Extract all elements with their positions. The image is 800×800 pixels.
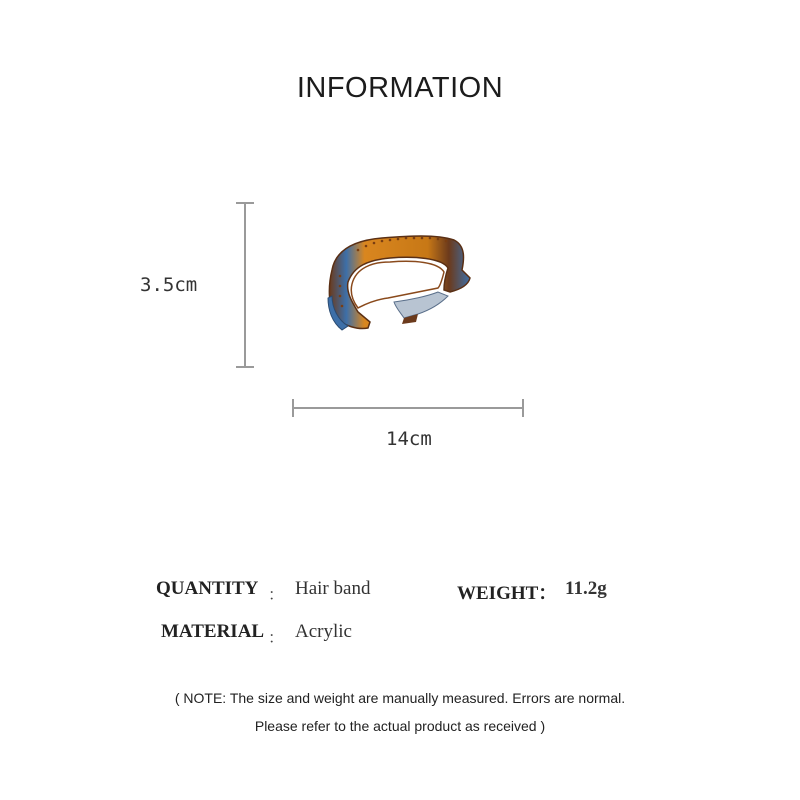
- height-label: 3.5cm: [140, 274, 198, 296]
- width-dimension-line: [292, 399, 524, 417]
- weight-label: WEIGHT：: [457, 583, 558, 604]
- material-value: Acrylic: [295, 621, 352, 642]
- note-line-2: Please refer to the actual product as received ): [254, 718, 546, 734]
- height-dimension-line: [236, 202, 254, 368]
- page-title: INFORMATION: [296, 72, 504, 104]
- material-label: MATERIAL: [161, 621, 265, 642]
- quantity-value: Hair band: [295, 578, 371, 599]
- quantity-separator: ：: [268, 587, 285, 604]
- material-separator: ：: [268, 630, 285, 647]
- quantity-label: QUANTITY: [156, 578, 259, 599]
- width-label: 14cm: [386, 428, 432, 450]
- note-line-1: ( NOTE: The size and weight are manually measured. Errors are normal.: [174, 690, 626, 706]
- weight-value: 11.2g: [565, 578, 607, 599]
- hair-band-image: [318, 226, 474, 336]
